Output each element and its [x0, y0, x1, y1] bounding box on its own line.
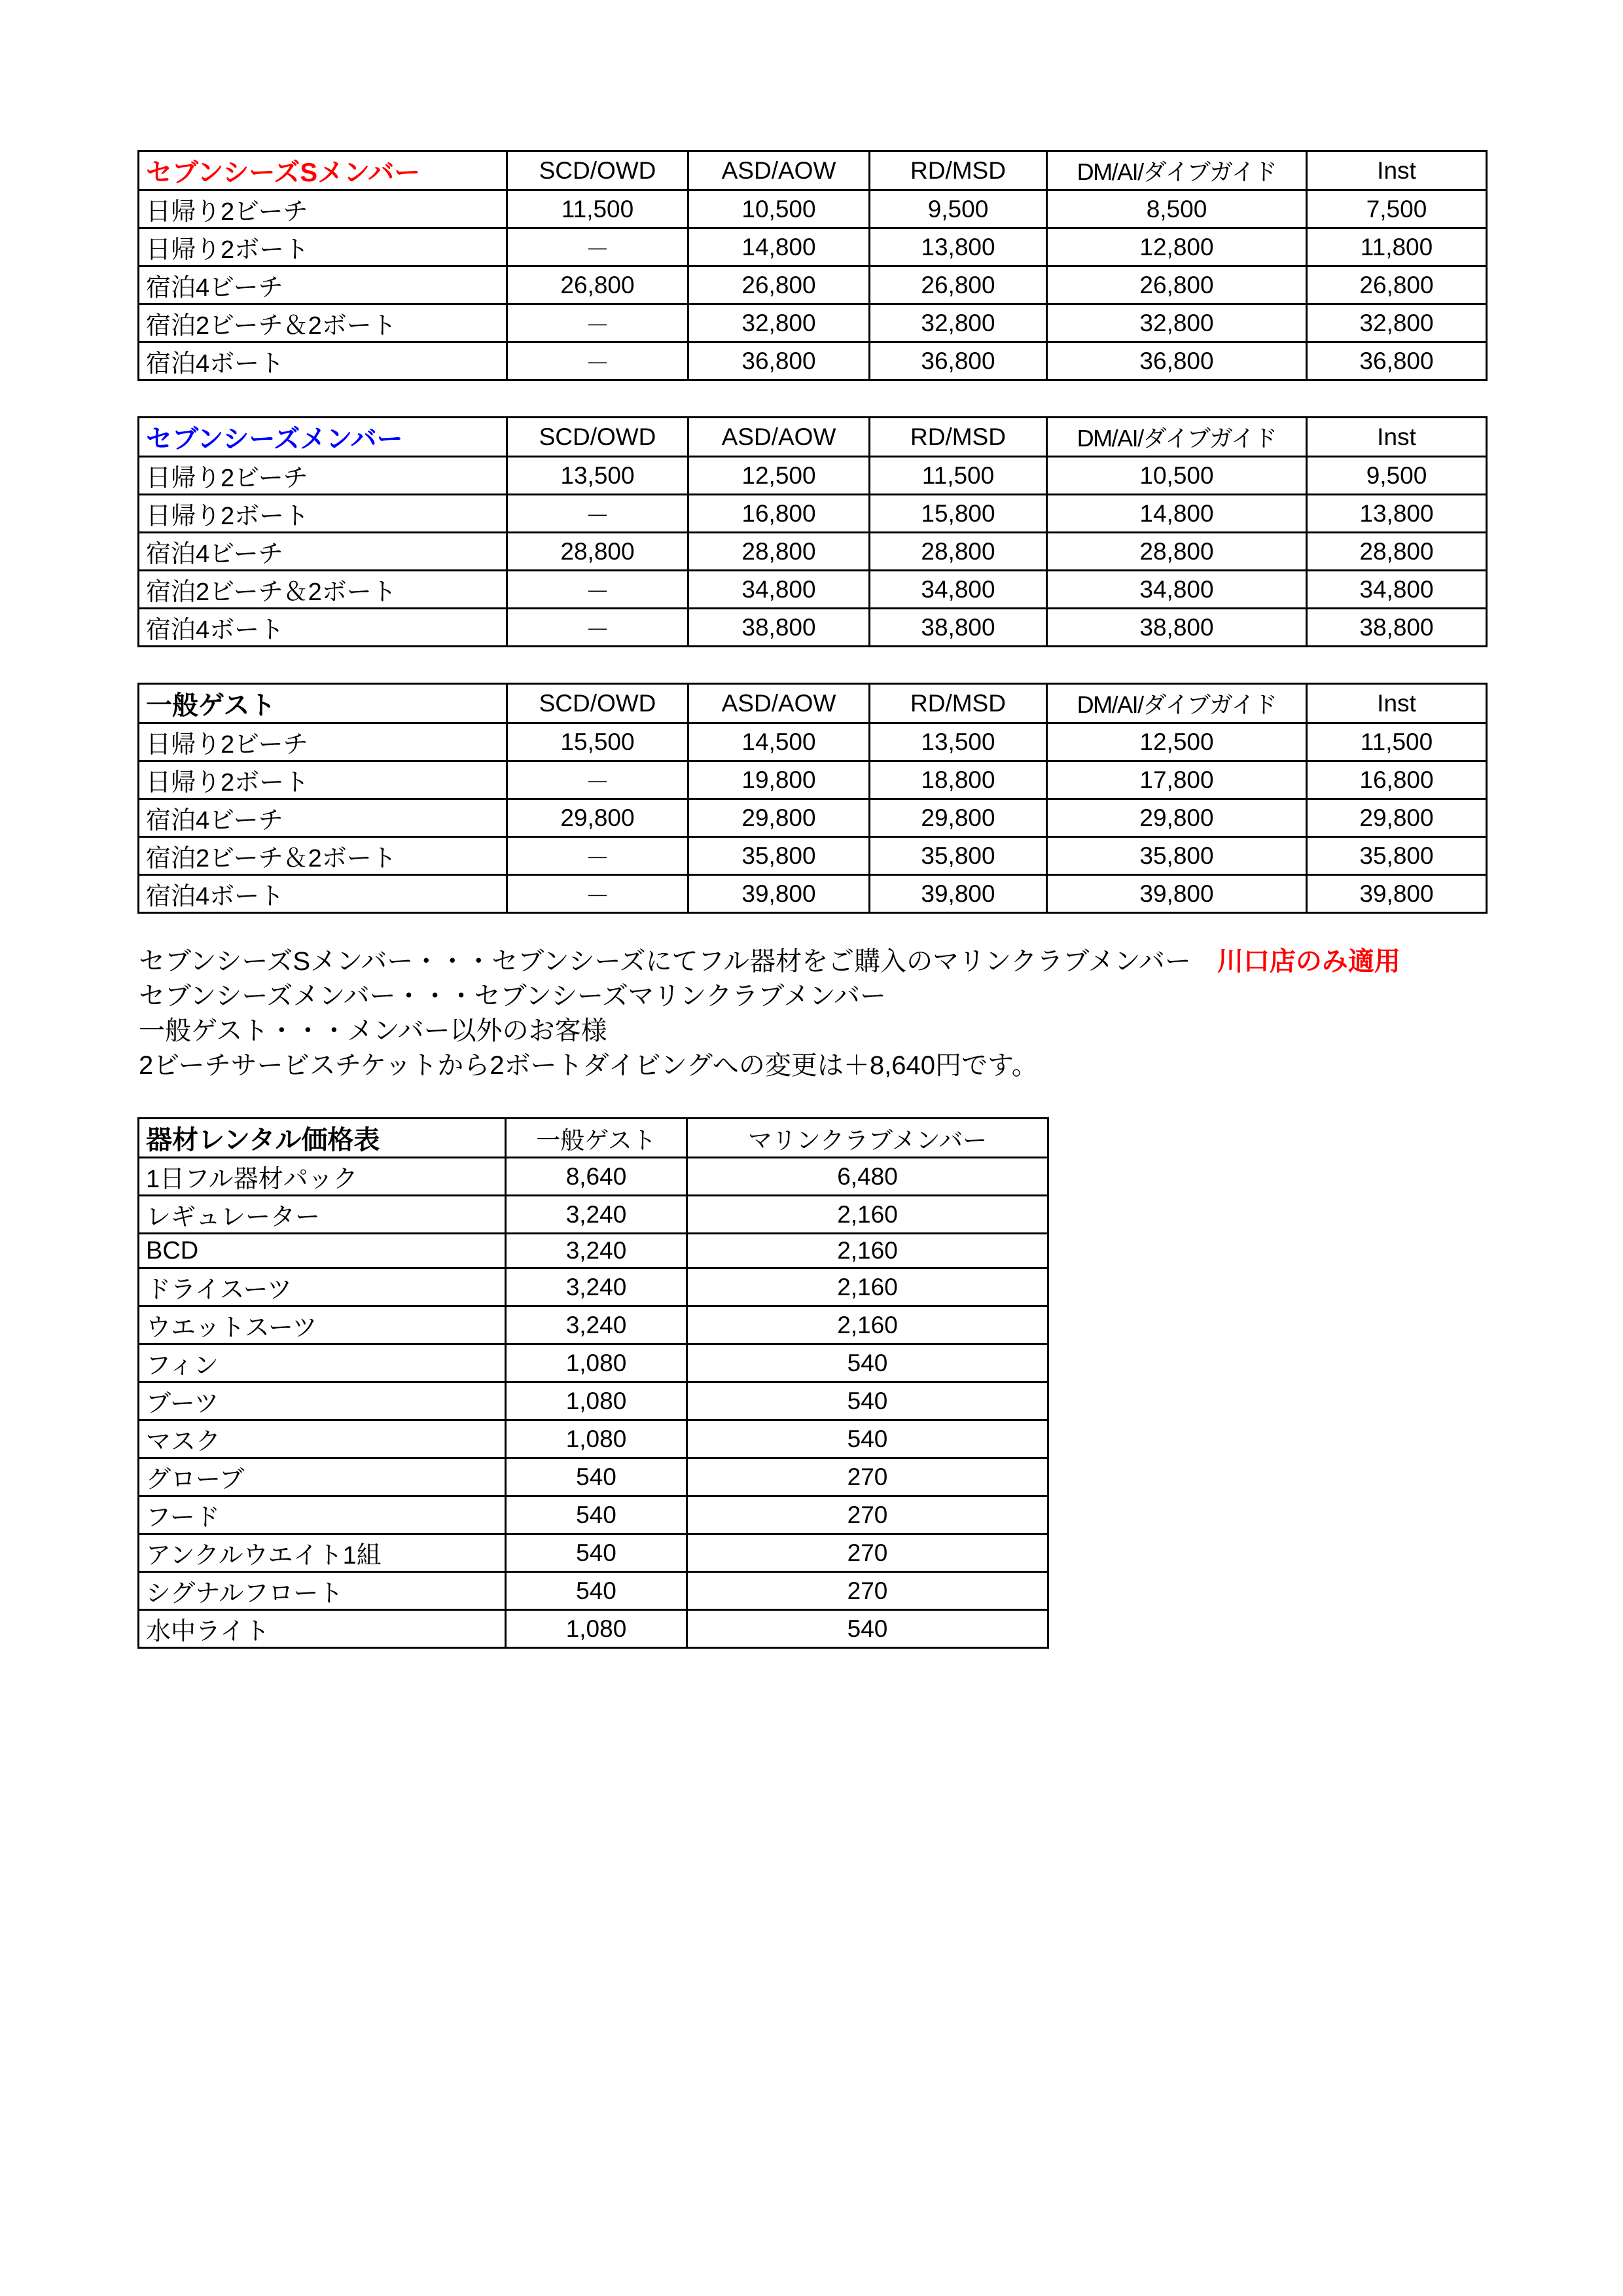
- price-cell: 2,160: [687, 1268, 1048, 1306]
- row-label: 日帰り2ビーチ: [139, 190, 507, 228]
- row-label: BCD: [139, 1234, 506, 1268]
- price-cell: 29,800: [688, 799, 870, 837]
- price-cell: 34,800: [870, 571, 1047, 609]
- row-label: ブーツ: [139, 1382, 506, 1420]
- price-cell: 38,800: [1047, 609, 1307, 647]
- price-cell: 10,500: [1047, 457, 1307, 495]
- price-cell: 26,800: [688, 266, 870, 304]
- price-cell: 28,800: [1307, 533, 1487, 571]
- price-cell: 38,800: [870, 609, 1047, 647]
- table-row: [139, 1158, 1048, 1196]
- price-cell: 270: [687, 1572, 1048, 1610]
- price-cell: 39,800: [1047, 875, 1307, 913]
- price-cell: 18,800: [870, 761, 1047, 799]
- price-cell: 36,800: [1047, 342, 1307, 380]
- price-cell: 3,240: [506, 1268, 687, 1306]
- price-cell: 32,800: [1047, 304, 1307, 342]
- column-header: RD/MSD: [870, 418, 1047, 457]
- price-cell: 13,800: [870, 228, 1047, 266]
- table-row: [139, 190, 1487, 228]
- price-cell: 2,160: [687, 1306, 1048, 1344]
- table-row: [139, 723, 1487, 761]
- price-cell: 36,800: [870, 342, 1047, 380]
- row-label: フード: [139, 1496, 506, 1534]
- price-cell: 35,800: [1047, 837, 1307, 875]
- table-row: [139, 304, 1487, 342]
- column-header: RD/MSD: [870, 684, 1047, 723]
- row-label: 宿泊2ビーチ＆2ボート: [139, 304, 507, 342]
- table-row: [139, 1458, 1048, 1496]
- price-cell: 36,800: [688, 342, 870, 380]
- price-cell: －: [507, 609, 688, 647]
- price-cell: 34,800: [1307, 571, 1487, 609]
- price-cell: 28,800: [688, 533, 870, 571]
- price-cell: 35,800: [688, 837, 870, 875]
- price-cell: 540: [687, 1344, 1048, 1382]
- price-cell: 26,800: [1307, 266, 1487, 304]
- price-cell: 34,800: [688, 571, 870, 609]
- price-cell: 29,800: [870, 799, 1047, 837]
- table-row: [139, 1268, 1048, 1306]
- price-cell: 2,160: [687, 1234, 1048, 1268]
- price-cell: 35,800: [870, 837, 1047, 875]
- price-table-general-guest: [137, 683, 1488, 914]
- note-line-3: 一般ゲスト・・・メンバー以外のお客様: [139, 1016, 607, 1045]
- row-label: マスク: [139, 1420, 506, 1458]
- price-cell: 29,800: [507, 799, 688, 837]
- price-cell: 2,160: [687, 1196, 1048, 1234]
- price-cell: 11,500: [1307, 723, 1487, 761]
- price-cell: 26,800: [870, 266, 1047, 304]
- price-cell: 32,800: [688, 304, 870, 342]
- price-cell: 36,800: [1307, 342, 1487, 380]
- price-cell: 270: [687, 1534, 1048, 1572]
- column-header: Inst: [1307, 151, 1487, 190]
- column-header: DM/AI/ダイブガイド: [1047, 418, 1307, 457]
- price-cell: 540: [687, 1382, 1048, 1420]
- table-row: [139, 1610, 1048, 1648]
- header-row: [139, 151, 1487, 190]
- price-table-seven-seas-member: [137, 416, 1488, 647]
- row-label: 宿泊4ビーチ: [139, 799, 507, 837]
- column-header: SCD/OWD: [507, 151, 688, 190]
- table-row: [139, 1572, 1048, 1610]
- row-label: 宿泊2ビーチ＆2ボート: [139, 837, 507, 875]
- column-header: ASD/AOW: [688, 418, 870, 457]
- row-label: 1日フル器材パック: [139, 1158, 506, 1196]
- row-label: 日帰り2ビーチ: [139, 457, 507, 495]
- price-cell: 8,500: [1047, 190, 1307, 228]
- price-cell: 14,800: [688, 228, 870, 266]
- header-row: [139, 418, 1487, 457]
- row-label: 日帰り2ボート: [139, 495, 507, 533]
- price-cell: 1,080: [506, 1382, 687, 1420]
- price-cell: 39,800: [870, 875, 1047, 913]
- row-label: レギュレーター: [139, 1196, 506, 1234]
- row-label: フィン: [139, 1344, 506, 1382]
- price-cell: 3,240: [506, 1196, 687, 1234]
- price-cell: 16,800: [1307, 761, 1487, 799]
- price-cell: 32,800: [1307, 304, 1487, 342]
- price-cell: 26,800: [1047, 266, 1307, 304]
- table-title: 一般ゲスト: [139, 684, 507, 723]
- row-label: グローブ: [139, 1458, 506, 1496]
- price-cell: －: [507, 761, 688, 799]
- price-cell: 9,500: [1307, 457, 1487, 495]
- row-label: アンクルウエイト1組: [139, 1534, 506, 1572]
- price-cell: 15,800: [870, 495, 1047, 533]
- price-cell: 28,800: [870, 533, 1047, 571]
- column-header: RD/MSD: [870, 151, 1047, 190]
- row-label: ウエットスーツ: [139, 1306, 506, 1344]
- table-row: [139, 1306, 1048, 1344]
- price-cell: 270: [687, 1458, 1048, 1496]
- price-cell: －: [507, 228, 688, 266]
- price-cell: 12,800: [1047, 228, 1307, 266]
- price-cell: －: [507, 495, 688, 533]
- header-row: [139, 684, 1487, 723]
- row-label: 日帰り2ボート: [139, 761, 507, 799]
- price-cell: 1,080: [506, 1610, 687, 1648]
- row-label: 宿泊4ボート: [139, 609, 507, 647]
- row-label: ドライスーツ: [139, 1268, 506, 1306]
- column-header: 一般ゲスト: [506, 1119, 687, 1158]
- row-label: シグナルフロート: [139, 1572, 506, 1610]
- note-line-1-highlight: 川口店のみ適用: [1217, 947, 1400, 976]
- row-label: 宿泊4ビーチ: [139, 266, 507, 304]
- table-row: [139, 228, 1487, 266]
- row-label: 宿泊4ボート: [139, 875, 507, 913]
- price-cell: 39,800: [688, 875, 870, 913]
- price-cell: 1,080: [506, 1344, 687, 1382]
- row-label: 宿泊4ビーチ: [139, 533, 507, 571]
- column-header: Inst: [1307, 418, 1487, 457]
- price-cell: 17,800: [1047, 761, 1307, 799]
- price-cell: 14,800: [1047, 495, 1307, 533]
- table-row: [139, 875, 1487, 913]
- table-title: 器材レンタル価格表: [139, 1119, 506, 1158]
- table-row: [139, 799, 1487, 837]
- price-cell: 540: [506, 1496, 687, 1534]
- price-table-seven-seas-s-member: [137, 150, 1488, 381]
- table-title: セブンシーズメンバー: [139, 418, 507, 457]
- price-cell: 540: [506, 1572, 687, 1610]
- column-header: SCD/OWD: [507, 418, 688, 457]
- column-header: DM/AI/ダイブガイド: [1047, 684, 1307, 723]
- price-cell: 11,500: [870, 457, 1047, 495]
- price-cell: 15,500: [507, 723, 688, 761]
- price-cell: 34,800: [1047, 571, 1307, 609]
- price-cell: 12,500: [688, 457, 870, 495]
- price-cell: 3,240: [506, 1306, 687, 1344]
- price-cell: 38,800: [1307, 609, 1487, 647]
- price-cell: 270: [687, 1496, 1048, 1534]
- price-cell: 540: [687, 1610, 1048, 1648]
- price-cell: 7,500: [1307, 190, 1487, 228]
- note-line-1-text: セブンシーズSメンバー・・・セブンシーズにてフル器材をご購入のマリンクラブメンバー: [139, 947, 1217, 976]
- price-cell: 13,800: [1307, 495, 1487, 533]
- row-label: 日帰り2ビーチ: [139, 723, 507, 761]
- table-row: [139, 457, 1487, 495]
- table-row: [139, 495, 1487, 533]
- column-header: ASD/AOW: [688, 684, 870, 723]
- table-row: [139, 1420, 1048, 1458]
- column-header: Inst: [1307, 684, 1487, 723]
- notes-block: [139, 944, 1400, 1083]
- price-cell: 540: [687, 1420, 1048, 1458]
- price-cell: 29,800: [1047, 799, 1307, 837]
- price-cell: 13,500: [870, 723, 1047, 761]
- price-cell: 19,800: [688, 761, 870, 799]
- price-cell: －: [507, 304, 688, 342]
- table-row: [139, 1344, 1048, 1382]
- price-cell: 32,800: [870, 304, 1047, 342]
- price-cell: －: [507, 342, 688, 380]
- price-cell: 11,500: [507, 190, 688, 228]
- price-cell: 35,800: [1307, 837, 1487, 875]
- column-header: ASD/AOW: [688, 151, 870, 190]
- price-cell: 10,500: [688, 190, 870, 228]
- price-cell: 28,800: [507, 533, 688, 571]
- table-row: [139, 533, 1487, 571]
- price-cell: 540: [506, 1458, 687, 1496]
- price-cell: 3,240: [506, 1234, 687, 1268]
- price-cell: 39,800: [1307, 875, 1487, 913]
- column-header: SCD/OWD: [507, 684, 688, 723]
- table-row: [139, 1234, 1048, 1268]
- table-row: [139, 571, 1487, 609]
- price-cell: 1,080: [506, 1420, 687, 1458]
- table-row: [139, 1382, 1048, 1420]
- table-row: [139, 837, 1487, 875]
- table-row: [139, 266, 1487, 304]
- row-label: 宿泊4ボート: [139, 342, 507, 380]
- note-line-2: セブンシーズメンバー・・・セブンシーズマリンクラブメンバー: [139, 982, 886, 1011]
- price-cell: 6,480: [687, 1158, 1048, 1196]
- table-row: [139, 609, 1487, 647]
- column-header: マリンクラブメンバー: [687, 1119, 1048, 1158]
- price-cell: 14,500: [688, 723, 870, 761]
- table-row: [139, 1534, 1048, 1572]
- column-header: DM/AI/ダイブガイド: [1047, 151, 1307, 190]
- price-cell: 16,800: [688, 495, 870, 533]
- price-cell: 13,500: [507, 457, 688, 495]
- price-cell: －: [507, 837, 688, 875]
- table-title: セブンシーズSメンバー: [139, 151, 507, 190]
- row-label: 水中ライト: [139, 1610, 506, 1648]
- price-cell: 9,500: [870, 190, 1047, 228]
- table-row: [139, 1196, 1048, 1234]
- rental-price-table: [137, 1117, 1049, 1649]
- note-line-4: 2ビーチサービスチケットから2ボートダイビングへの変更は＋8,640円です。: [139, 1051, 1038, 1080]
- note-line-1: [139, 944, 1400, 979]
- row-label: 宿泊2ビーチ＆2ボート: [139, 571, 507, 609]
- price-cell: 8,640: [506, 1158, 687, 1196]
- table-row: [139, 1496, 1048, 1534]
- price-cell: 12,500: [1047, 723, 1307, 761]
- price-cell: 11,800: [1307, 228, 1487, 266]
- price-cell: 28,800: [1047, 533, 1307, 571]
- price-cell: －: [507, 875, 688, 913]
- header-row: [139, 1119, 1048, 1158]
- price-cell: 38,800: [688, 609, 870, 647]
- price-cell: 29,800: [1307, 799, 1487, 837]
- price-cell: 540: [506, 1534, 687, 1572]
- table-row: [139, 761, 1487, 799]
- row-label: 日帰り2ボート: [139, 228, 507, 266]
- table-row: [139, 342, 1487, 380]
- price-cell: －: [507, 571, 688, 609]
- price-cell: 26,800: [507, 266, 688, 304]
